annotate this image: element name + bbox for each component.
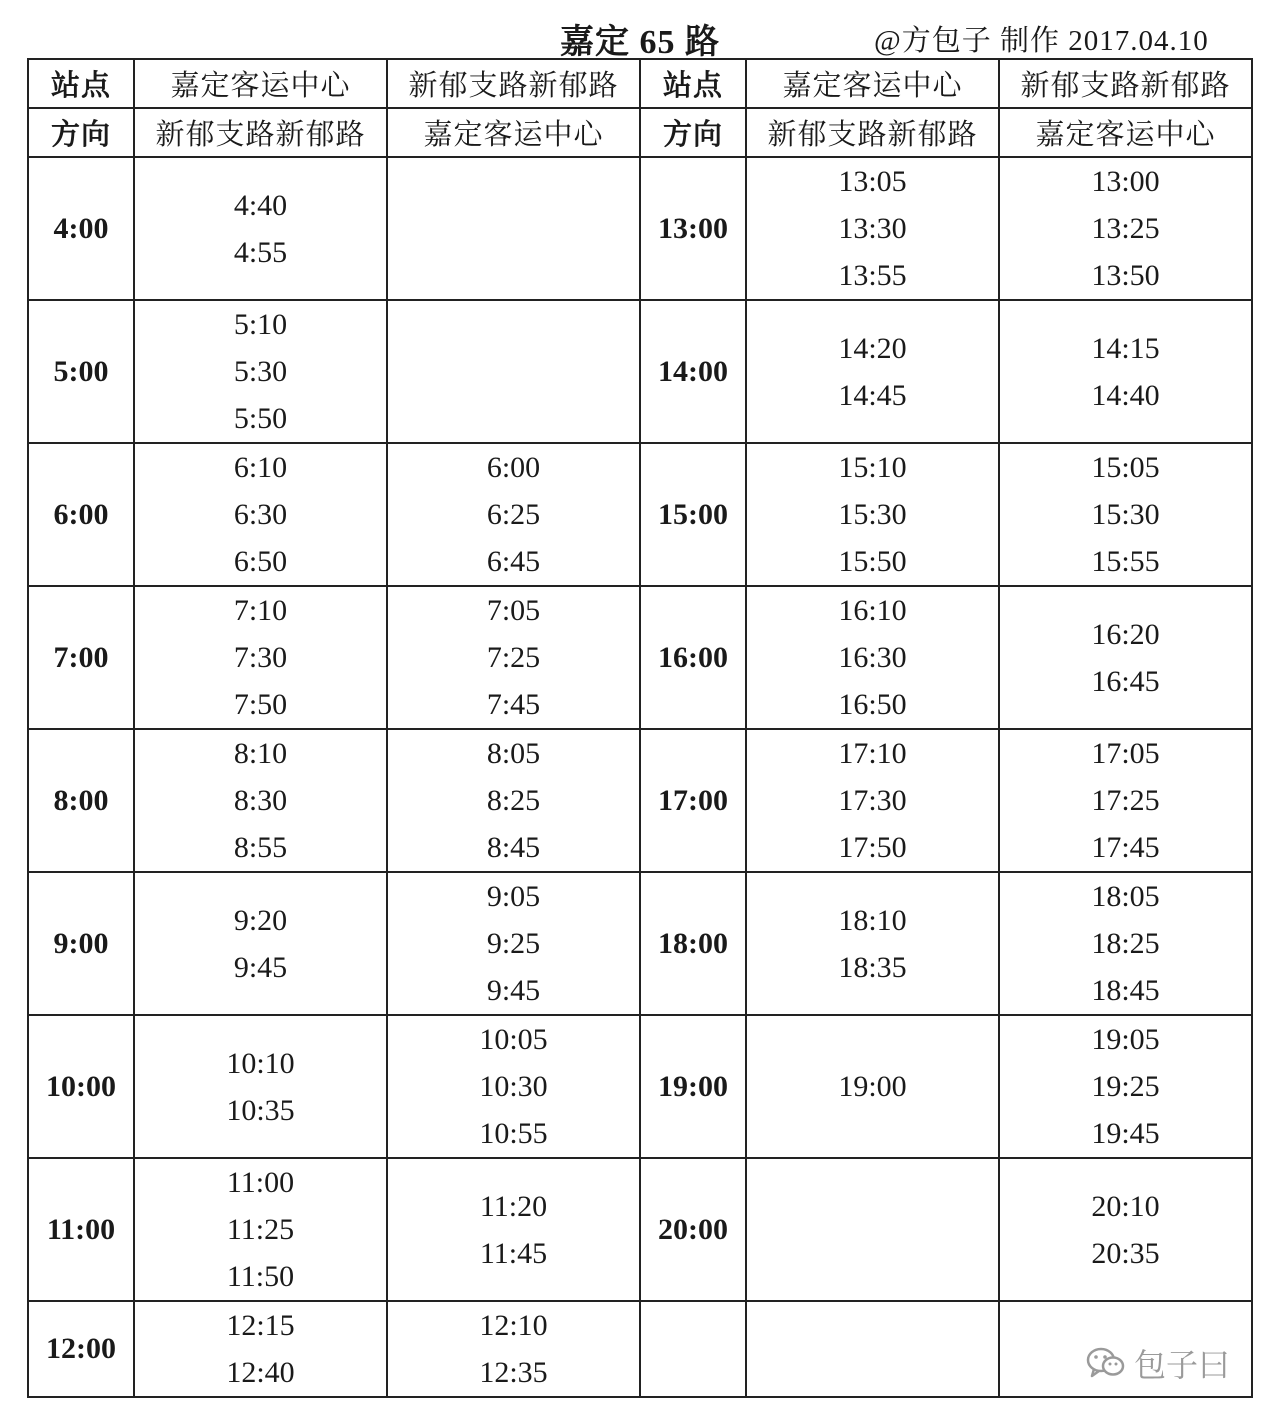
departure-time: 18:10 (838, 903, 907, 937)
hour-row (28, 729, 1252, 872)
departure-time: 4:55 (233, 235, 288, 269)
departure-time: 6:00 (486, 451, 541, 484)
departure-time: 13:25 (1091, 212, 1160, 245)
departure-time: 5:30 (233, 355, 288, 388)
departure-time: 15:10 (838, 451, 907, 484)
departure-time: 7:05 (486, 594, 541, 627)
departure-time: 7:30 (233, 641, 288, 674)
hour-row (28, 1158, 1252, 1301)
hour-row (28, 872, 1252, 1015)
departure-time: 13:05 (838, 165, 907, 198)
departure-time: 6:50 (233, 545, 288, 578)
departure-time: 17:05 (1091, 737, 1160, 770)
hour-label-left: 6:00 (28, 443, 134, 586)
departure-time: 10:05 (479, 1023, 548, 1056)
departure-time: 16:20 (1091, 617, 1160, 651)
hour-label-left: 9:00 (28, 872, 134, 1015)
times-to-xinyu-left (134, 1158, 387, 1301)
times-to-xinyu-right (746, 729, 999, 872)
times-to-xinyu-right (746, 1015, 999, 1158)
departure-time: 19:00 (838, 1070, 907, 1103)
departure-time: 16:30 (838, 641, 907, 674)
times-to-jiading-left (387, 729, 640, 872)
header-station-left-b: 新郁支路新郁路 (387, 59, 640, 108)
header-station-label: 站点 (28, 59, 134, 108)
page-title: 嘉定 65 路 (560, 24, 720, 61)
departure-time: 8:45 (486, 831, 541, 864)
hour-row (28, 157, 1252, 300)
hour-label-left: 12:00 (28, 1301, 134, 1397)
wechat-icon (1086, 1346, 1126, 1380)
departure-time: 17:10 (838, 737, 907, 770)
departure-time: 7:10 (233, 594, 288, 627)
hour-label-left: 7:00 (28, 586, 134, 729)
departure-time: 8:10 (233, 737, 288, 770)
times-to-xinyu-left (134, 586, 387, 729)
times-to-jiading-left (387, 1015, 640, 1158)
times-to-xinyu-left (134, 1301, 387, 1397)
header-station-label-right: 站点 (640, 59, 746, 108)
departure-time: 14:40 (1091, 378, 1160, 412)
credit-line: @方包子 制作 2017.04.10 (874, 25, 1209, 57)
times-to-xinyu-left (134, 300, 387, 443)
hour-label-right: 16:00 (640, 586, 746, 729)
hour-label-right: 17:00 (640, 729, 746, 872)
header-direction-left-b: 嘉定客运中心 (387, 108, 640, 157)
departure-time: 15:30 (1091, 498, 1160, 531)
departure-time: 14:45 (838, 378, 907, 412)
header-direction-right-d: 嘉定客运中心 (999, 108, 1252, 157)
departure-time: 7:25 (486, 641, 541, 674)
departure-time: 5:10 (233, 308, 288, 341)
hour-label-right: 14:00 (640, 300, 746, 443)
departure-time: 18:35 (838, 950, 907, 984)
times-to-xinyu-left (134, 729, 387, 872)
departure-time: 10:10 (226, 1046, 295, 1080)
departure-time: 17:50 (838, 831, 907, 864)
departure-time: 8:55 (233, 831, 288, 864)
hour-label-left: 11:00 (28, 1158, 134, 1301)
times-to-jiading-right (999, 1158, 1252, 1301)
departure-time: 16:50 (838, 688, 907, 721)
times-to-jiading-left (387, 300, 640, 443)
header-row-station (28, 59, 1252, 108)
departure-time: 15:55 (1091, 545, 1160, 578)
hour-label-left: 8:00 (28, 729, 134, 872)
hour-label-right: 13:00 (640, 157, 746, 300)
departure-time: 6:45 (486, 545, 541, 578)
departure-time: 18:25 (1091, 927, 1160, 960)
departure-time: 8:05 (486, 737, 541, 770)
departure-time: 16:10 (838, 594, 907, 627)
departure-time: 12:10 (479, 1309, 548, 1342)
times-to-jiading-left (387, 157, 640, 300)
times-to-jiading-right (999, 586, 1252, 729)
times-to-xinyu-right (746, 157, 999, 300)
departure-time: 19:05 (1091, 1023, 1160, 1056)
departure-time: 19:25 (1091, 1070, 1160, 1103)
times-to-xinyu-right (746, 1158, 999, 1301)
times-to-xinyu-left (134, 1015, 387, 1158)
times-to-jiading-right (999, 157, 1252, 300)
departure-time: 6:25 (486, 498, 541, 531)
header-row-direction (28, 108, 1252, 157)
header-station-left-a: 嘉定客运中心 (134, 59, 387, 108)
watermark-text: 包子曰 (1134, 1347, 1231, 1383)
times-to-jiading-left (387, 443, 640, 586)
times-to-jiading-left (387, 1301, 640, 1397)
departure-time: 11:00 (226, 1166, 295, 1199)
departure-time: 6:10 (233, 451, 288, 484)
departure-time: 8:30 (233, 784, 288, 817)
departure-time: 5:50 (233, 402, 288, 435)
header-direction-label: 方向 (28, 108, 134, 157)
departure-time: 11:45 (479, 1236, 548, 1270)
timetable (27, 58, 1253, 1398)
times-to-jiading-right (999, 300, 1252, 443)
header-station-right-d: 新郁支路新郁路 (999, 59, 1252, 108)
departure-time: 9:20 (233, 903, 288, 937)
departure-time: 16:45 (1091, 664, 1160, 698)
times-to-xinyu-right (746, 586, 999, 729)
hour-row (28, 1015, 1252, 1158)
header-direction-right-c: 新郁支路新郁路 (746, 108, 999, 157)
hour-label-left: 5:00 (28, 300, 134, 443)
departure-time: 12:40 (226, 1356, 295, 1389)
times-to-jiading-left (387, 1158, 640, 1301)
departure-time: 9:05 (486, 880, 541, 913)
departure-time: 10:55 (479, 1117, 548, 1150)
watermark (1086, 1340, 1230, 1386)
times-to-xinyu-right (746, 1301, 999, 1397)
departure-time: 13:00 (1091, 165, 1160, 198)
departure-time: 6:30 (233, 498, 288, 531)
departure-time: 14:15 (1091, 331, 1160, 365)
hour-row (28, 586, 1252, 729)
header-direction-left-a: 新郁支路新郁路 (134, 108, 387, 157)
departure-time: 9:45 (233, 950, 288, 984)
hour-label-right: 15:00 (640, 443, 746, 586)
departure-time: 9:25 (486, 927, 541, 960)
departure-time: 20:35 (1091, 1236, 1160, 1270)
header-station-right-c: 嘉定客运中心 (746, 59, 999, 108)
hour-row (28, 1301, 1252, 1397)
departure-time: 15:50 (838, 545, 907, 578)
departure-time: 9:45 (486, 974, 541, 1007)
times-to-jiading-left (387, 586, 640, 729)
times-to-xinyu-left (134, 157, 387, 300)
departure-time: 18:45 (1091, 974, 1160, 1007)
times-to-xinyu-right (746, 300, 999, 443)
departure-time: 11:25 (226, 1213, 295, 1246)
departure-time: 4:40 (233, 188, 288, 222)
departure-time: 7:45 (486, 688, 541, 721)
times-to-jiading-left (387, 872, 640, 1015)
departure-time: 11:20 (479, 1189, 548, 1223)
departure-time: 10:30 (479, 1070, 548, 1103)
times-to-jiading-right (999, 1015, 1252, 1158)
times-to-jiading-right (999, 729, 1252, 872)
hour-row (28, 300, 1252, 443)
departure-time: 13:30 (838, 212, 907, 245)
times-to-xinyu-right (746, 443, 999, 586)
departure-time: 17:25 (1091, 784, 1160, 817)
hour-row (28, 443, 1252, 586)
departure-time: 10:35 (226, 1093, 295, 1127)
departure-time: 19:45 (1091, 1117, 1160, 1150)
departure-time: 15:05 (1091, 451, 1160, 484)
departure-time: 20:10 (1091, 1189, 1160, 1223)
times-to-jiading-right (999, 872, 1252, 1015)
departure-time: 14:20 (838, 331, 907, 365)
departure-time: 12:35 (479, 1356, 548, 1389)
times-to-xinyu-left (134, 872, 387, 1015)
departure-time: 17:45 (1091, 831, 1160, 864)
header-direction-label-right: 方向 (640, 108, 746, 157)
departure-time: 18:05 (1091, 880, 1160, 913)
departure-time: 13:50 (1091, 259, 1160, 292)
hour-label-left: 4:00 (28, 157, 134, 300)
times-to-xinyu-right (746, 872, 999, 1015)
hour-label-right: 19:00 (640, 1015, 746, 1158)
hour-label-right: 20:00 (640, 1158, 746, 1301)
times-to-jiading-right (999, 443, 1252, 586)
departure-time: 13:55 (838, 259, 907, 292)
departure-time: 7:50 (233, 688, 288, 721)
departure-time: 15:30 (838, 498, 907, 531)
departure-time: 11:50 (226, 1260, 295, 1293)
departure-time: 12:15 (226, 1309, 295, 1342)
departure-time: 17:30 (838, 784, 907, 817)
hour-label-left: 10:00 (28, 1015, 134, 1158)
hour-label-right (640, 1301, 746, 1397)
hour-label-right: 18:00 (640, 872, 746, 1015)
departure-time: 8:25 (486, 784, 541, 817)
times-to-xinyu-left (134, 443, 387, 586)
